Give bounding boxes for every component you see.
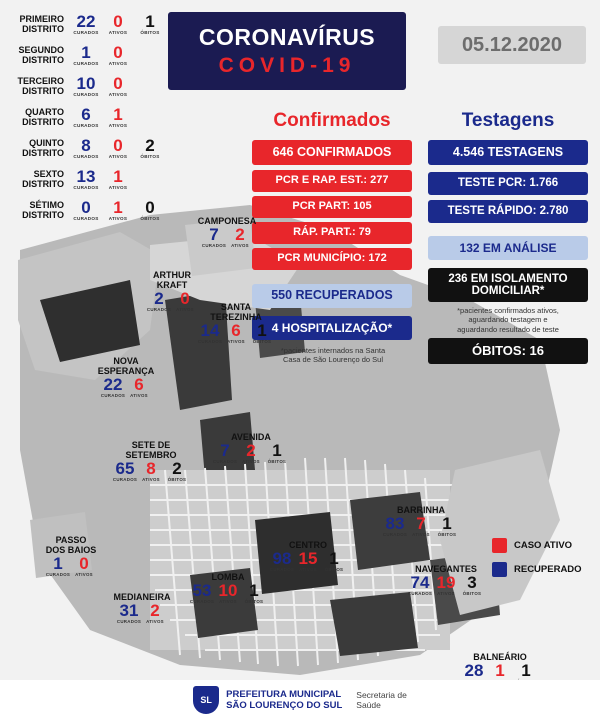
nbh-name: ARTHUR KRAFT: [153, 270, 191, 290]
footer: [0, 680, 600, 720]
nbh-active: 2 ATIVOS: [146, 601, 164, 624]
district-row: [8, 165, 168, 193]
district-active: 0 ATIVOS: [108, 135, 128, 159]
nbh-numbers: [180, 583, 276, 604]
district-row: [8, 41, 168, 69]
nbh-cured: 7 CURADOS: [212, 441, 238, 464]
nbh-cured: 65 CURADOS: [112, 459, 138, 482]
nbh-cured: 2 CURADOS: [146, 289, 172, 312]
confirmados-total: 646 CONFIRMADOS: [252, 140, 412, 165]
district-cured: 10 CURADOS: [73, 73, 99, 97]
legend-swatch-recovered-icon: [492, 562, 507, 577]
nbh-lomba: [180, 572, 276, 604]
nbh-deaths: 1: [521, 661, 531, 680]
nbh-active: 10 ATIVOS: [218, 581, 238, 604]
nbh-medianeira: [96, 592, 188, 624]
district-row: [8, 10, 168, 38]
confirmados-row-1: PCR PART: 105: [252, 196, 412, 218]
district-active: 1 ATIVOS: [108, 104, 128, 128]
hospitalizacao-stat: 4 HOSPITALIZAÇÃO*: [252, 316, 412, 340]
district-cured: 13 CURADOS: [73, 166, 99, 190]
nbh-camponesa: [182, 216, 272, 248]
title-line2: COVID-19: [218, 54, 356, 77]
footer-org: [226, 689, 342, 711]
legend-item-active: [492, 538, 582, 553]
nbh-numbers: [96, 603, 188, 624]
nbh-barrinha: [375, 505, 467, 537]
legend-label-recovered: RECUPERADO: [514, 564, 582, 575]
nbh-numbers: [396, 575, 496, 596]
nbh-name: CAMPONESA: [197, 216, 257, 226]
district-cured: 22 CURADOS: [73, 11, 99, 35]
nbh-nova-esperanca: [78, 356, 174, 398]
legend-label-active: CASO ATIVO: [514, 540, 573, 551]
nbh-cured: 1 CURADOS: [45, 554, 71, 577]
district-cured: 8 CURADOS: [73, 135, 99, 159]
nbh-active: 1: [495, 661, 505, 680]
nbh-name: MEDIANEIRA: [113, 592, 171, 602]
district-name: QUINTO DISTRITO: [22, 138, 64, 158]
nbh-active: 2 ATIVOS: [231, 225, 249, 248]
nbh-cured: 22 CURADOS: [100, 375, 126, 398]
nbh-name: SETE DE SETEMBRO: [125, 440, 177, 460]
nbh-numbers: [186, 323, 286, 344]
nbh-deaths: 1 ÓBITOS: [252, 321, 272, 344]
isolamento-stat: 236 EM ISOLAMENTO DOMICILIAR*: [428, 268, 588, 302]
confirmados-row-0: PCR E RAP. EST.: 277: [252, 170, 412, 192]
footer-org-line2: SÃO LOURENÇO DO SUL: [226, 700, 343, 711]
district-row: [8, 72, 168, 100]
nbh-active: 2 ATIVOS: [242, 441, 260, 464]
nbh-cured: 74 CURADOS: [407, 573, 433, 596]
confirmados-note: *pacientes internados na Santa Casa de São Lourenço do Sul: [280, 346, 386, 365]
date-badge: 05.12.2020: [438, 26, 586, 64]
district-active: 1 ATIVOS: [108, 197, 128, 221]
nbh-cured: 28: [464, 661, 484, 680]
nbh-numbers: [205, 443, 297, 464]
district-name: SÉTIMO DISTRITO: [22, 200, 64, 220]
footer-dept-line2: Saúde: [356, 700, 381, 710]
nbh-numbers: [100, 461, 202, 482]
nbh-name: BARRINHA: [397, 505, 445, 515]
nbh-deaths: 1 ÓBITOS: [267, 441, 287, 464]
district-cured: 6 CURADOS: [73, 104, 99, 128]
nbh-active: 19 ATIVOS: [436, 573, 456, 596]
testagens-note: *pacientes confirmados ativos, aguardando testagem e aguardando resultado de teste: [457, 306, 559, 334]
nbh-cured: 14 CURADOS: [197, 321, 223, 344]
district-active: 0 ATIVOS: [108, 73, 128, 97]
recuperados-stat: 550 RECUPERADOS: [252, 284, 412, 308]
obitos-stat: ÓBITOS: 16: [428, 338, 588, 364]
district-name: QUARTO DISTRITO: [22, 107, 64, 127]
title-box: [168, 12, 406, 90]
nbh-deaths: 1 ÓBITOS: [324, 549, 344, 572]
nbh-active: 0 ATIVOS: [176, 289, 194, 312]
nbh-deaths: 1 ÓBITOS: [244, 581, 264, 604]
district-name: [8, 14, 70, 34]
title-line1: CORONAVÍRUS: [198, 24, 376, 50]
nbh-active: 6 ATIVOS: [130, 375, 148, 398]
district-list: [8, 10, 168, 227]
district-name-line2: DISTRITO: [22, 24, 64, 34]
nbh-numbers: [78, 377, 174, 398]
nbh-name: LOMBA: [211, 572, 245, 582]
confirmados-row-2: RÁP. PART.: 79: [252, 222, 412, 244]
nbh-deaths: 1 ÓBITOS: [437, 514, 457, 537]
district-cured: 1 CURADOS: [73, 42, 99, 66]
testagens-row-1: TESTE RÁPIDO: 2.780: [428, 200, 588, 223]
nbh-numbers: [375, 516, 467, 537]
legend: [492, 538, 582, 586]
nbh-cured: 31 CURADOS: [116, 601, 142, 624]
nbh-active: 15 ATIVOS: [298, 549, 318, 572]
nbh-cured: 7 CURADOS: [201, 225, 227, 248]
testagens-row-0: TESTE PCR: 1.766: [428, 172, 588, 195]
nbh-active: 0 ATIVOS: [75, 554, 93, 577]
city-crest-icon: SL: [193, 686, 219, 714]
district-active: 1 ATIVOS: [108, 166, 128, 190]
district-row: [8, 196, 168, 224]
district-name: SEXTO DISTRITO: [22, 169, 64, 189]
footer-dept: [342, 690, 407, 710]
nbh-active: 8 ATIVOS: [142, 459, 160, 482]
nbh-active: 7 ATIVOS: [412, 514, 430, 537]
confirmados-row-3: PCR MUNICÍPIO: 172: [252, 248, 412, 270]
nbh-numbers: [258, 551, 358, 572]
nbh-name: CENTRO: [289, 540, 327, 550]
nbh-name: NOVA ESPERANÇA: [97, 356, 155, 376]
nbh-numbers: [28, 556, 114, 577]
analise-stat: 132 EM ANÁLISE: [428, 236, 588, 260]
nbh-cured: 53 CURADOS: [189, 581, 215, 604]
nbh-name: NAVEGANTES: [415, 564, 477, 574]
nbh-name: SANTA TEREZINHA: [210, 302, 262, 322]
district-deaths: 0 ÓBITOS: [140, 197, 160, 221]
footer-dept-line1: Secretaria de: [356, 690, 407, 700]
nbh-navegantes: [396, 564, 496, 596]
nbh-santa-terezinha: [186, 302, 286, 344]
nbh-name: BALNEÁRIO: [473, 652, 527, 662]
legend-item-recovered: [492, 562, 582, 577]
district-row: [8, 134, 168, 162]
nbh-deaths: 3 ÓBITOS: [462, 573, 482, 596]
testagens-heading: Testagens: [461, 110, 555, 131]
confirmados-heading: Confirmados: [273, 110, 391, 131]
nbh-deaths: 2 ÓBITOS: [167, 459, 187, 482]
district-name-line1: PRIMEIRO: [19, 14, 64, 24]
nbh-cured: 98 CURADOS: [269, 549, 295, 572]
nbh-name: AVENIDA: [231, 432, 271, 442]
district-cured: 0 CURADOS: [73, 197, 99, 221]
testagens-total: 4.546 TESTAGENS: [428, 140, 588, 165]
district-row: [8, 103, 168, 131]
nbh-active: 6 ATIVOS: [227, 321, 245, 344]
nbh-sete-de-setembro: [100, 440, 202, 482]
nbh-passo-dos-baios: [28, 535, 114, 577]
nbh-numbers: [182, 227, 272, 248]
nbh-name: PASSO DOS BAIOS: [45, 535, 97, 555]
nbh-cured: 83 CURADOS: [382, 514, 408, 537]
district-name: SEGUNDO DISTRITO: [18, 45, 64, 65]
district-active: 0 ATIVOS: [108, 11, 128, 35]
nbh-centro: [258, 540, 358, 572]
legend-swatch-active-icon: [492, 538, 507, 553]
district-name: TERCEIRO DISTRITO: [17, 76, 64, 96]
nbh-avenida: [205, 432, 297, 464]
district-deaths: 2 ÓBITOS: [140, 135, 160, 159]
district-active: 0 ATIVOS: [108, 42, 128, 66]
footer-org-line1: PREFEITURA MUNICIPAL: [226, 689, 342, 700]
district-deaths: 1 ÓBITOS: [140, 11, 160, 35]
